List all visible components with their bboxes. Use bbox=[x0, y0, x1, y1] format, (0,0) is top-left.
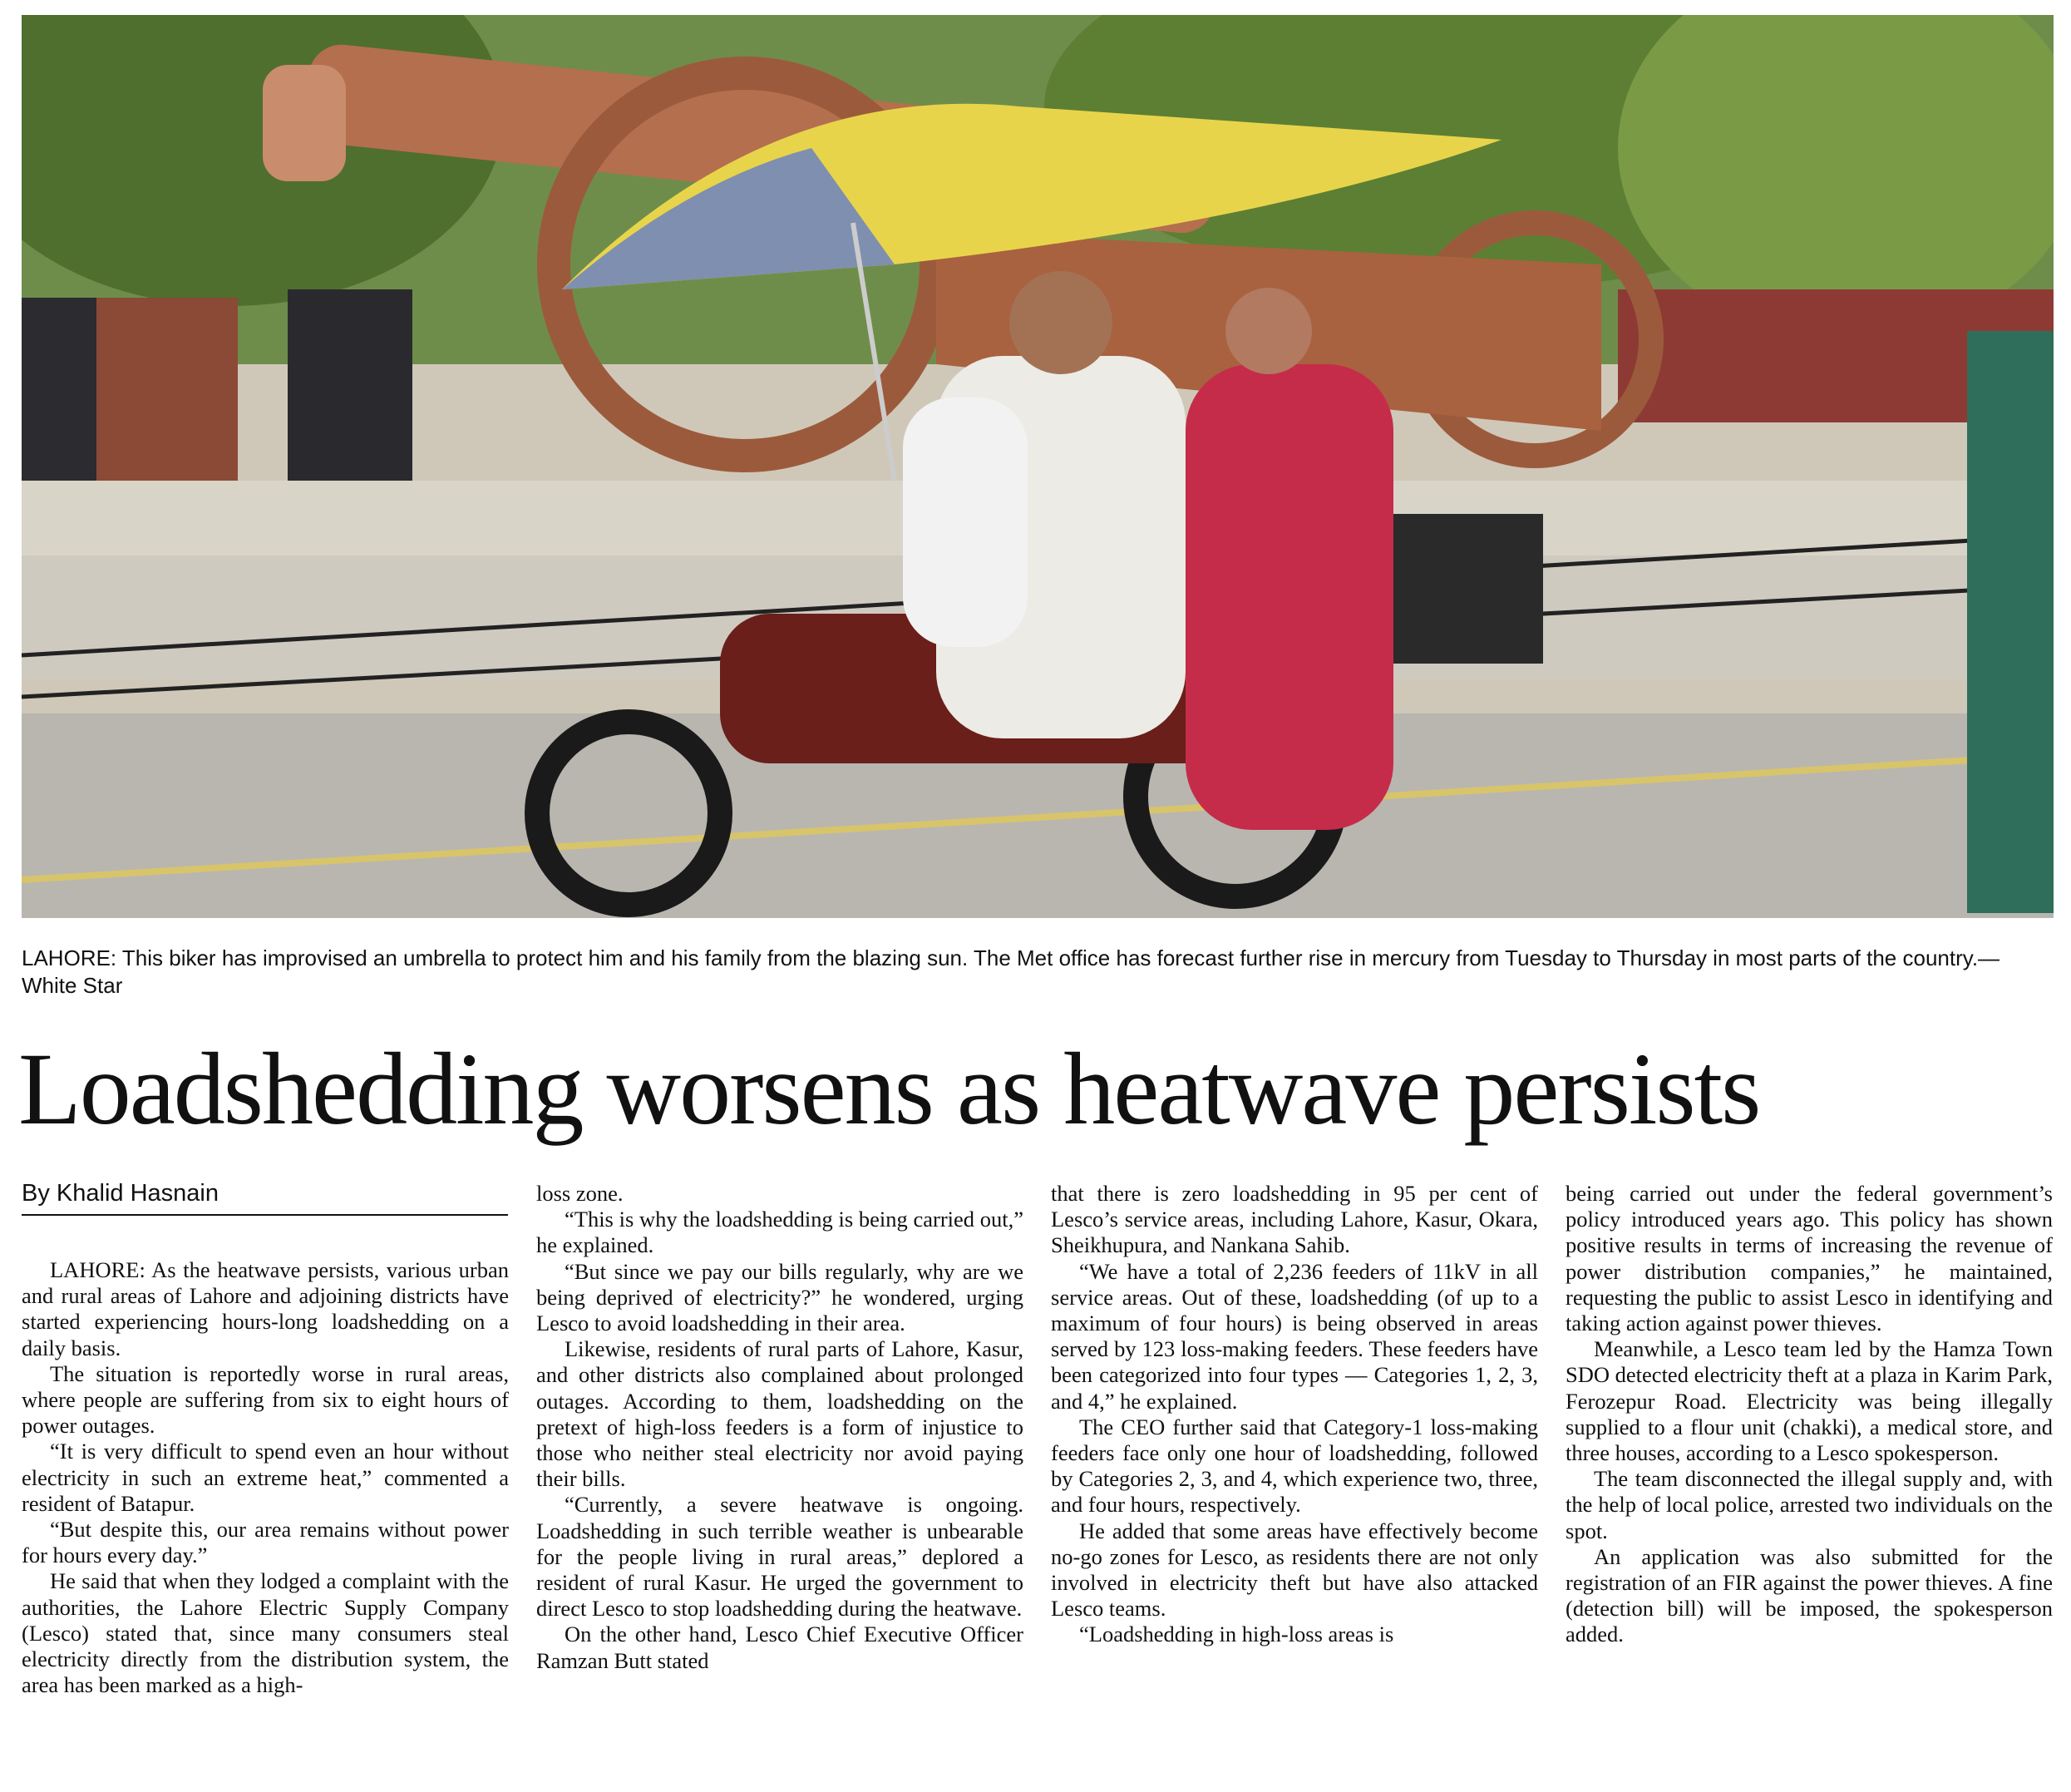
headline: Loadshedding worsens as heatwave persists bbox=[18, 1032, 1760, 1146]
paragraph: “We have a total of 2,236 feeders of 11kV in all service areas. Out of these, loadshedding (of up to a maximum of four hours) is being observed in areas served by 123 loss-making feeders. These feeders have been categorized into four types — Categories 1, 2, 3, and 4,” he explained. bbox=[1051, 1258, 1538, 1414]
article-column-3 bbox=[1051, 1181, 1538, 1648]
news-photo bbox=[22, 15, 2054, 918]
photo-caption: LAHORE: This biker has improvised an umbrella to protect him and his family from the blazing sun. The Met office has forecast further rise in mercury from Tuesday to Thursday in most parts of the country.—White Star bbox=[22, 945, 2000, 998]
paragraph: Meanwhile, a Lesco team led by the Hamza Town SDO detected electricity theft at a plaza in Karim Park, Ferozepur Road. Electricity was being illegally supplied to a flour unit (chakki), a medical store, and three houses, according to a Lesco spokesperson. bbox=[1566, 1336, 2053, 1466]
paragraph: “It is very difficult to spend even an hour without electricity in such an extreme heat,” commented a resident of Batapur. bbox=[22, 1439, 509, 1516]
paragraph: On the other hand, Lesco Chief Executive Officer Ramzan Butt stated bbox=[536, 1622, 1023, 1673]
paragraph: He said that when they lodged a complaint with the authorities, the Lahore Electric Supply Company (Lesco) stated that, since many consumers steal electricity directly from the distribution system, the area has been marked as a high- bbox=[22, 1568, 509, 1698]
paragraph: An application was also submitted for the registration of an FIR against the power thieves. A fine (detection bill) will be imposed, the spokesperson added. bbox=[1566, 1543, 2053, 1647]
paragraph: “But despite this, our area remains without power for hours every day.” bbox=[22, 1517, 509, 1568]
article-column-4 bbox=[1566, 1181, 2053, 1648]
paragraph: “This is why the loadshedding is being carried out,” he explained. bbox=[536, 1207, 1023, 1258]
paragraph: He added that some areas have effectively become no-go zones for Lesco, as residents there are not only involved in electricity theft but have also attacked Lesco teams. bbox=[1051, 1518, 1538, 1622]
paragraph: Likewise, residents of rural parts of Lahore, Kasur, and other districts also complained about prolonged outages. According to them, loadshedding on the pretext of high-loss feeders is a form of injustice to those who neither steal electricity nor avoid paying their bills. bbox=[536, 1336, 1023, 1492]
photo-illustration bbox=[22, 15, 2054, 918]
paragraph: The situation is reportedly worse in rural areas, where people are suffering from six to eight hours of power outages. bbox=[22, 1360, 509, 1439]
paragraph: The CEO further said that Category-1 loss-making feeders face only one hour of loadshedding, followed by Categories 2, 3, and 4, which experience two, three, and four hours, respectively. bbox=[1051, 1414, 1538, 1518]
article-column-2 bbox=[536, 1181, 1023, 1674]
paragraph: LAHORE: As the heatwave persists, various urban and rural areas of Lahore and adjoining districts have started experiencing hours-long loadshedding on a daily basis. bbox=[22, 1257, 509, 1360]
paragraph: being carried out under the federal government’s policy introduced years ago. This policy has shown positive results in terms of increasing the revenue of power distribution companies,” he maintained, requesting the public to assist Lesco in identifying and taking action against power thieves. bbox=[1566, 1181, 2053, 1336]
paragraph: “Currently, a severe heatwave is ongoing. Loadshedding in such terrible weather is unbearable for the people living in rural areas,” deplored a resident of rural Kasur. He urged the government to direct Lesco to stop loadshedding during the heatwave. bbox=[536, 1492, 1023, 1622]
article-column-1 bbox=[22, 1257, 509, 1698]
byline: By Khalid Hasnain bbox=[22, 1177, 508, 1216]
paragraph: The team disconnected the illegal supply and, with the help of local police, arrested two individuals on the spot. bbox=[1566, 1466, 2053, 1543]
paragraph: that there is zero loadshedding in 95 per cent of Lesco’s service areas, including Lahore, Kasur, Okara, Sheikhupura, and Nankana Sahib. bbox=[1051, 1181, 1538, 1258]
paragraph: “Loadshedding in high-loss areas is bbox=[1079, 1622, 1394, 1647]
paragraph: “But since we pay our bills regularly, why are we being deprived of electricity?” he wondered, urging Lesco to avoid loadshedding in their area. bbox=[536, 1258, 1023, 1336]
paragraph: loss zone. bbox=[536, 1181, 624, 1206]
